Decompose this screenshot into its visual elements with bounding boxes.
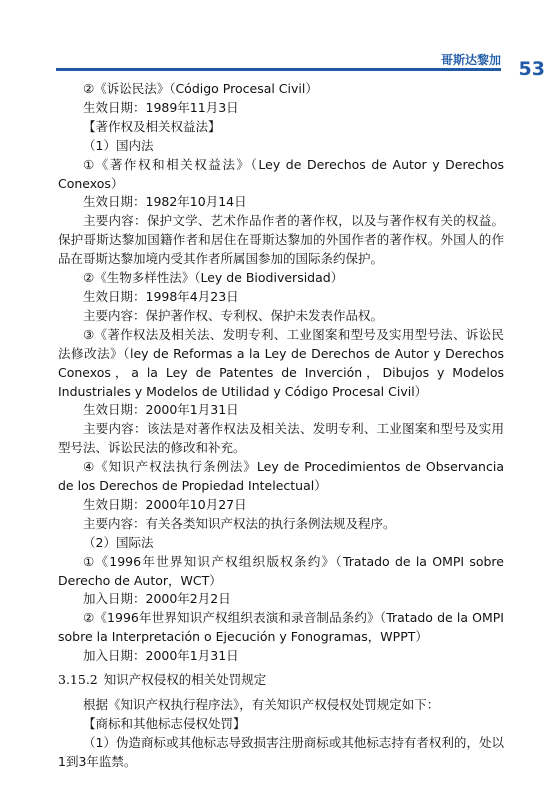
- header-country: 哥斯达黎加: [440, 53, 501, 67]
- subsection-label: （2）国际法: [83, 534, 154, 550]
- header-rule: [56, 68, 501, 71]
- body-text: [58, 80, 504, 772]
- paragraph: （1）伪造商标或其他标志导致损害注册商标或其他标志持有者权利的，处以1到3年监禁。: [58, 734, 504, 769]
- page-number: 53: [518, 58, 545, 80]
- section-heading: [58, 671, 504, 690]
- accession-date: 加入日期：2000年2月2日: [83, 591, 231, 607]
- law-title: ②《诉讼民法》（Código Procesal Civil）: [83, 81, 318, 96]
- paragraph: 根据《知识产权执行程序法》，有关知识产权侵权处罚规定如下：: [83, 697, 440, 712]
- category-heading: 【商标和其他标志侵权处罚】: [83, 715, 246, 731]
- treaty-title: ①《1996年世界知识产权组织版权条约》（Tratado de la OMPI sobre Derecho de Autor，WCT）: [58, 553, 504, 588]
- law-title: ②《生物多样性法》（Ley de Biodiversidad）: [83, 270, 344, 286]
- section-title: 知识产权侵权的相关处罚规定: [103, 672, 267, 688]
- page-header: [0, 0, 559, 80]
- effective-date: 生效日期：1989年11月3日: [83, 99, 239, 115]
- main-content: 主要内容：该法是对著作权法及相关法、发明专利、工业图案和型号及实用型号法、诉讼民法的修改和补充。: [58, 421, 504, 456]
- law-title: ①《著作权和相关权益法》（Ley de Derechos de Autor y Derechos Conexos）: [58, 156, 504, 191]
- category-heading: 【著作权及相关权益法】: [83, 118, 221, 134]
- main-content: 主要内容：保护著作权、专利权、保护未发表作品权。: [83, 307, 384, 323]
- section-number: 3.15.2: [58, 672, 98, 688]
- effective-date: 生效日期：1998年4月23日: [83, 288, 239, 304]
- effective-date: 生效日期：2000年1月31日: [83, 402, 239, 418]
- accession-date: 加入日期：2000年1月31日: [83, 648, 239, 664]
- law-title: ④《知识产权法执行条例法》Ley de Procedimientos de Observancia de los Derechos de Propiedad Intelectual）: [58, 459, 504, 494]
- law-title: ③《著作权法及相关法、发明专利、工业图案和型号及实用型号法、诉讼民法修改法》（ley de Reformas a la Ley de Derechos de Autor y Derechos Conexos，a la Ley de Patentes de Inverción，Dibujos y Modelos Industriales y Modelos de Utilidad y Código Procesal Civil）: [58, 326, 504, 399]
- treaty-title: ②《1996年世界知识产权组织表演和录音制品条约》（Tratado de la OMPI sobre la Interpretación o Ejecución y Fonogramas，WPPT）: [58, 610, 504, 645]
- main-content: 主要内容：保护文学、艺术作品作者的著作权，以及与著作权有关的权益。保护哥斯达黎加国籍作者和居住在哥斯达黎加的外国作者的著作权。外国人的作品在哥斯达黎加境内受其作者所属国参加的国际条约保护。: [58, 213, 504, 267]
- subsection-label: （1）国内法: [83, 137, 154, 153]
- effective-date: 生效日期：2000年10月27日: [83, 496, 247, 512]
- main-content: 主要内容：有关各类知识产权法的执行条例法规及程序。: [83, 515, 396, 531]
- effective-date: 生效日期：1982年10月14日: [83, 194, 247, 210]
